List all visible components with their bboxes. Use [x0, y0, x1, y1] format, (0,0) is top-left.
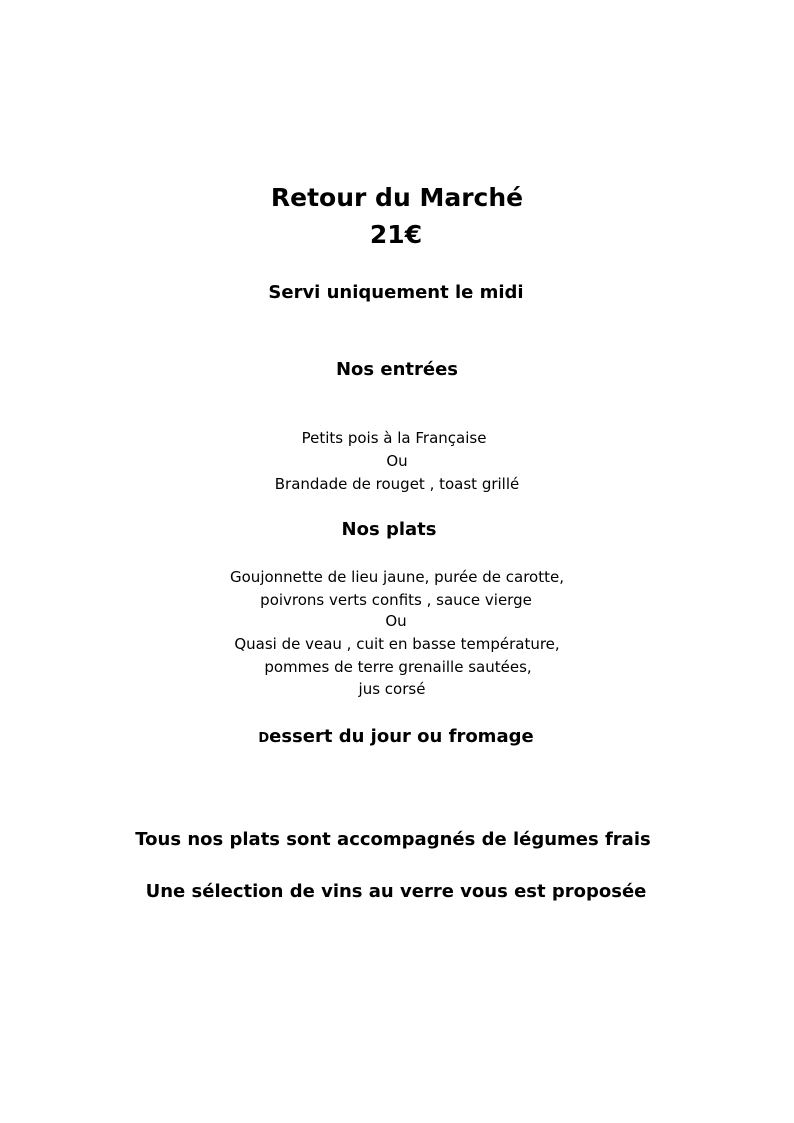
main-item-2-line-3: jus corsé: [358, 680, 426, 698]
main-or: Ou: [385, 612, 407, 630]
note-wines: Une sélection de vins au verre vous est proposée: [145, 881, 647, 902]
mains-heading: Nos plats: [341, 519, 437, 540]
main-item-2-line-1: Quasi de veau , cuit en basse température,: [234, 635, 560, 653]
main-item-1-line-1: Goujonnette de lieu jaune, purée de carotte,: [230, 568, 564, 586]
menu-subtitle: Servi uniquement le midi: [268, 282, 524, 303]
main-item-2-line-2: pommes de terre grenaille sautées,: [264, 658, 532, 676]
dessert-text: essert du jour ou fromage: [269, 726, 534, 747]
starters-heading: Nos entrées: [335, 359, 459, 380]
main-item-1-line-2: poivrons verts confits , sauce vierge: [260, 591, 532, 609]
menu-price: 21€: [369, 220, 423, 249]
dessert-line: [258, 728, 533, 746]
starter-item-1: Petits pois à la Française: [301, 429, 487, 447]
starter-or: Ou: [386, 452, 408, 470]
menu-title: Retour du Marché: [270, 183, 524, 212]
starter-item-2: Brandade de rouget , toast grillé: [274, 475, 520, 493]
dessert-first-letter: D: [258, 731, 270, 746]
note-vegetables: Tous nos plats sont accompagnés de légumes frais: [135, 829, 651, 850]
